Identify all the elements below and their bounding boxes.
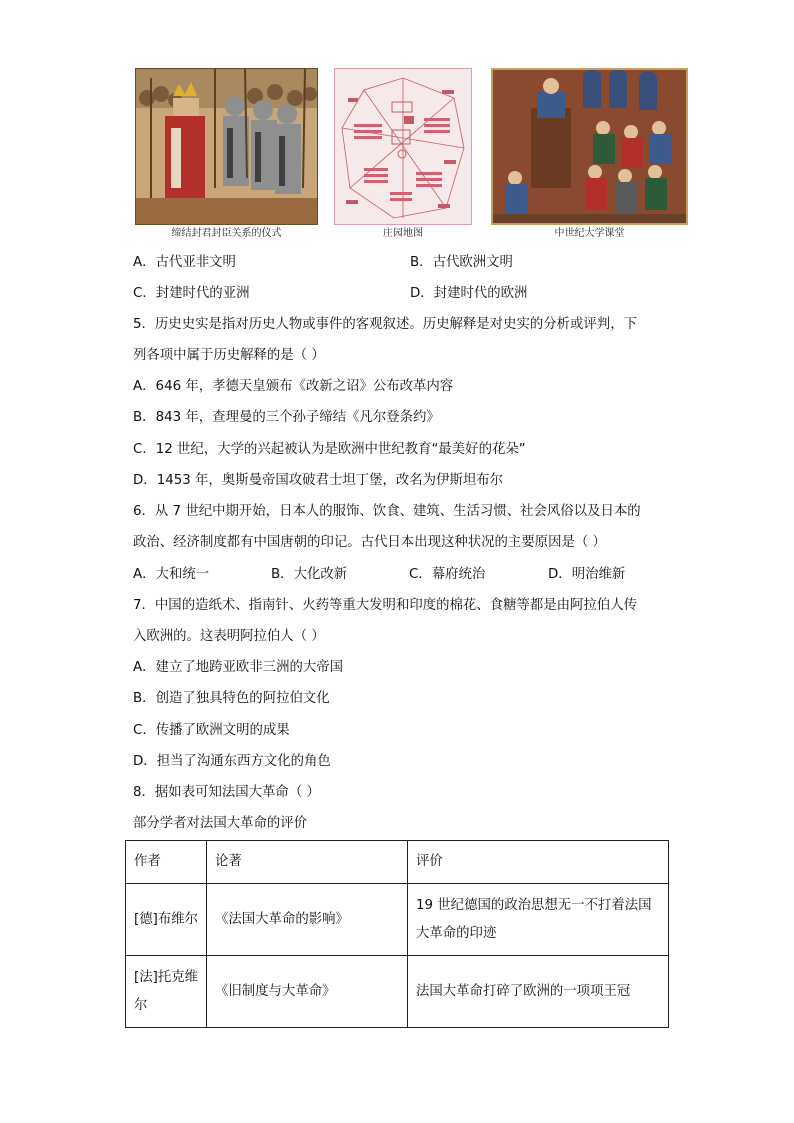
author-line-1: [法]托克维 [134,969,199,985]
table-cell-evaluation [408,884,669,956]
q6-stem-line-1: 6．从 7 世纪中期开始，日本人的服饰、饮食、建筑、生活习惯、社会风俗以及日本的 [133,504,641,519]
q6-option-b: B．大化改新 [271,567,348,582]
q6-stem-line-2: 政治、经济制度都有中国唐朝的印记。古代日本出现这种状况的主要原因是（ ） [133,535,606,550]
q5-stem-line-2: 列各项中属于历史解释的是（ ） [133,348,325,363]
q7-option-d: D．担当了沟通东西方文化的角色 [133,754,331,769]
q7-stem-line-2: 入欧洲的。这表明阿拉伯人（ ） [133,629,325,644]
figure-university [491,68,688,239]
table-cell-author [126,956,207,1028]
q7-option-c: C．传播了欧洲文明的成果 [133,723,290,738]
figure-ceremony [135,68,318,239]
table-cell-work: 《法国大革命的影响》 [207,884,408,956]
ceremony-painting-icon [135,68,318,225]
q6-option-a: A．大和统一 [133,567,210,582]
q5-option-b: B．843 年，查理曼的三个孙子缔结《凡尔登条约》 [133,410,440,425]
table-cell-evaluation: 法国大革命打碎了欧洲的一项项王冠 [408,956,669,1028]
table-header-row [126,841,669,884]
table-cell-work: 《旧制度与大革命》 [207,956,408,1028]
q7-option-b: B．创造了独具特色的阿拉伯文化 [133,691,330,706]
q4-option-c: C．封建时代的亚洲 [133,286,250,301]
q6-option-c: C．幕府统治 [409,567,486,582]
university-classroom-painting-icon [491,68,688,225]
q4-option-a: A．古代亚非文明 [133,255,236,270]
manor-map-icon [334,68,472,225]
q7-option-a: A．建立了地跨亚欧非三洲的大帝国 [133,660,344,675]
table-row [126,884,669,956]
q5-option-d: D．1453 年，奥斯曼帝国攻破君士坦丁堡，改名为伊斯坦布尔 [133,473,504,488]
figure-caption: 庄园地图 [383,228,423,239]
figure-caption: 中世纪大学课堂 [554,228,625,239]
figure-manor-map [334,68,472,239]
author-line-2: 尔 [134,997,148,1013]
table-row [126,956,669,1028]
q8-stem: 8．据如表可知法国大革命（ ） [133,785,320,800]
table-header-author: 作者 [126,841,207,884]
figure-caption: 缔结封君封臣关系的仪式 [171,228,282,239]
evaluation-table [125,840,669,1028]
table-cell-author: [德]布维尔 [126,884,207,956]
q4-option-b: B．古代欧洲文明 [410,255,513,270]
q4-option-d: D．封建时代的欧洲 [410,286,528,301]
q5-option-a: A．646 年，孝德天皇颁布《改新之诏》公布改革内容 [133,379,454,394]
q6-option-d: D．明治维新 [548,567,626,582]
evaluation-line-1: 19 世纪德国的政治思想无一不打着法国 [416,897,652,913]
q5-stem-line-1: 5．历史史实是指对历史人物或事件的客观叙述。历史解释是对史实的分析或评判，下 [133,317,637,332]
table-header-work: 论著 [207,841,408,884]
q7-stem-line-1: 7．中国的造纸术、指南针、火药等重大发明和印度的棉花、食糖等都是由阿拉伯人传 [133,598,637,613]
q8-table-title: 部分学者对法国大革命的评价 [133,816,308,831]
q5-option-c: C．12 世纪，大学的兴起被认为是欧洲中世纪教育“最美好的花朵” [133,442,526,457]
evaluation-line-2: 大革命的印迹 [416,925,497,941]
table-header-evaluation: 评价 [408,841,669,884]
